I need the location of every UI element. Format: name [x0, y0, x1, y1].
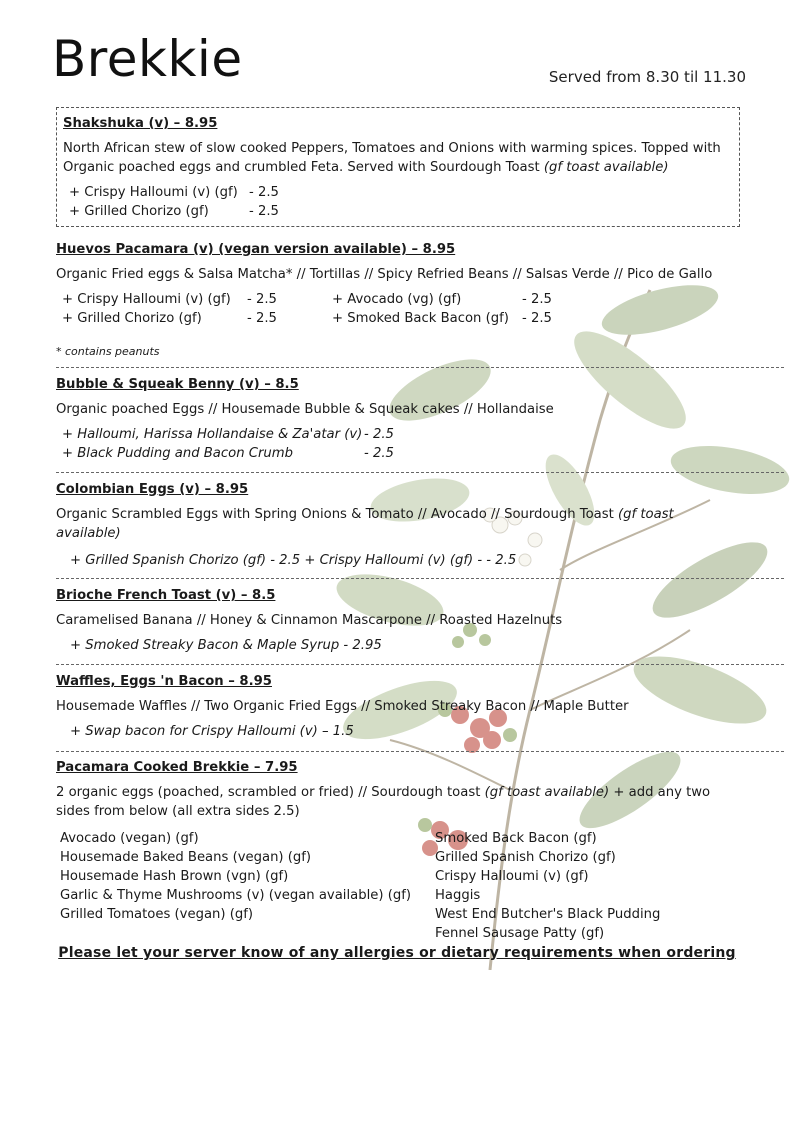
item-heading: Bubble & Squeak Benny (v) – 8.5: [56, 377, 299, 392]
allergen-note: * contains peanuts: [56, 345, 160, 358]
section-cooked-brekkie: [56, 758, 740, 943]
extra-item: + Avocado (vg) (gf) - 2.5: [332, 292, 552, 307]
extras-list: [56, 425, 740, 463]
side-item: Grilled Tomatoes (vegan) (gf): [60, 907, 254, 922]
extras-line: + Grilled Spanish Chorizo (gf) - 2.5 + Crispy Halloumi (v) (gf) - - 2.5: [70, 553, 517, 568]
section-waffles: [56, 672, 740, 741]
extra-item: + Crispy Halloumi (v) (gf) - 2.5: [69, 185, 279, 200]
divider: [56, 578, 784, 579]
gf-note: (gf toast available): [484, 785, 610, 800]
item-heading: Colombian Eggs (v) – 8.95: [56, 482, 249, 497]
item-description: Organic poached Eggs // Housemade Bubble & Squeak cakes // Hollandaise: [56, 402, 554, 417]
divider: [56, 367, 784, 368]
menu-title: Brekkie: [52, 30, 243, 88]
side-item: West End Butcher's Black Pudding: [435, 907, 661, 922]
section-brioche: [56, 586, 740, 655]
extra-item: + Halloumi, Harissa Hollandaise & Za'atar (v) - 2.5: [62, 427, 394, 442]
side-item: Garlic & Thyme Mushrooms (v) (vegan available) (gf): [60, 888, 411, 903]
item-heading: Huevos Pacamara (v) (vegan version available) – 8.95: [56, 242, 456, 257]
side-item: Grilled Spanish Chorizo (gf): [435, 850, 616, 865]
extras-line: + Smoked Streaky Bacon & Maple Syrup - 2.95: [70, 638, 382, 653]
gf-note: (gf toast available): [543, 160, 669, 175]
extra-item: + Crispy Halloumi (v) (gf) - 2.5: [62, 292, 277, 307]
item-description: Caramelised Banana // Honey & Cinnamon Mascarpone // Roasted Hazelnuts: [56, 613, 563, 628]
item-heading: Brioche French Toast (v) – 8.5: [56, 588, 276, 603]
item-heading: Shakshuka (v) – 8.95: [63, 116, 218, 131]
gf-note: (gf toast available): [56, 507, 674, 541]
extra-item: + Grilled Chorizo (gf) - 2.5: [69, 204, 279, 219]
allergy-footer: Please let your server know of any allergies or dietary requirements when ordering: [58, 945, 736, 961]
side-item: Haggis: [435, 888, 481, 903]
sides-right-column: [435, 829, 735, 943]
sides-list: [56, 829, 740, 943]
extra-item: + Smoked Back Bacon (gf) - 2.5: [332, 311, 552, 326]
extra-item: + Black Pudding and Bacon Crumb - 2.5: [62, 446, 394, 461]
section-shakshuka: [56, 107, 740, 227]
divider: [56, 751, 784, 752]
section-bubble-squeak: [56, 375, 740, 463]
serving-hours: Served from 8.30 til 11.30: [548, 68, 746, 86]
section-huevos: [56, 240, 740, 361]
item-heading: Pacamara Cooked Brekkie – 7.95: [56, 760, 298, 775]
side-item: Smoked Back Bacon (gf): [435, 831, 597, 846]
side-item: Housemade Baked Beans (vegan) (gf): [60, 850, 312, 865]
extras-list: [56, 290, 740, 328]
item-description: Organic Scrambled Eggs with Spring Onions & Tomato // Avocado // Sourdough Toast (gf toast available): [56, 507, 674, 541]
item-description: North African stew of slow cooked Peppers, Tomatoes and Onions with warming spices. Topped with Organic poached eggs and crumbled Feta. Served with Sourdough Toast (gf toast available): [63, 141, 721, 175]
side-item: Housemade Hash Brown (vgn) (gf): [60, 869, 289, 884]
extra-item: + Grilled Chorizo (gf) - 2.5: [62, 311, 277, 326]
item-description: 2 organic eggs (poached, scrambled or fried) // Sourdough toast (gf toast available) + add any two sides from below (all extra sides 2.5): [56, 785, 711, 819]
sides-left-column: [60, 829, 435, 943]
extras-list: [63, 183, 733, 221]
item-description: Organic Fried eggs & Salsa Matcha* // Tortillas // Spicy Refried Beans // Salsas Verde // Pico de Gallo: [56, 267, 713, 282]
extras-line: + Swap bacon for Crispy Halloumi (v) – 1.5: [70, 724, 354, 739]
item-description: Housemade Waffles // Two Organic Fried Eggs // Smoked Streaky Bacon // Maple Butter: [56, 699, 629, 714]
divider: [56, 472, 784, 473]
item-heading: Waffles, Eggs 'n Bacon – 8.95: [56, 674, 272, 689]
side-item: Fennel Sausage Patty (gf): [435, 926, 605, 941]
side-item: Avocado (vegan) (gf): [60, 831, 199, 846]
divider: [56, 664, 784, 665]
side-item: Crispy Halloumi (v) (gf): [435, 869, 589, 884]
section-colombian-eggs: [56, 480, 740, 570]
